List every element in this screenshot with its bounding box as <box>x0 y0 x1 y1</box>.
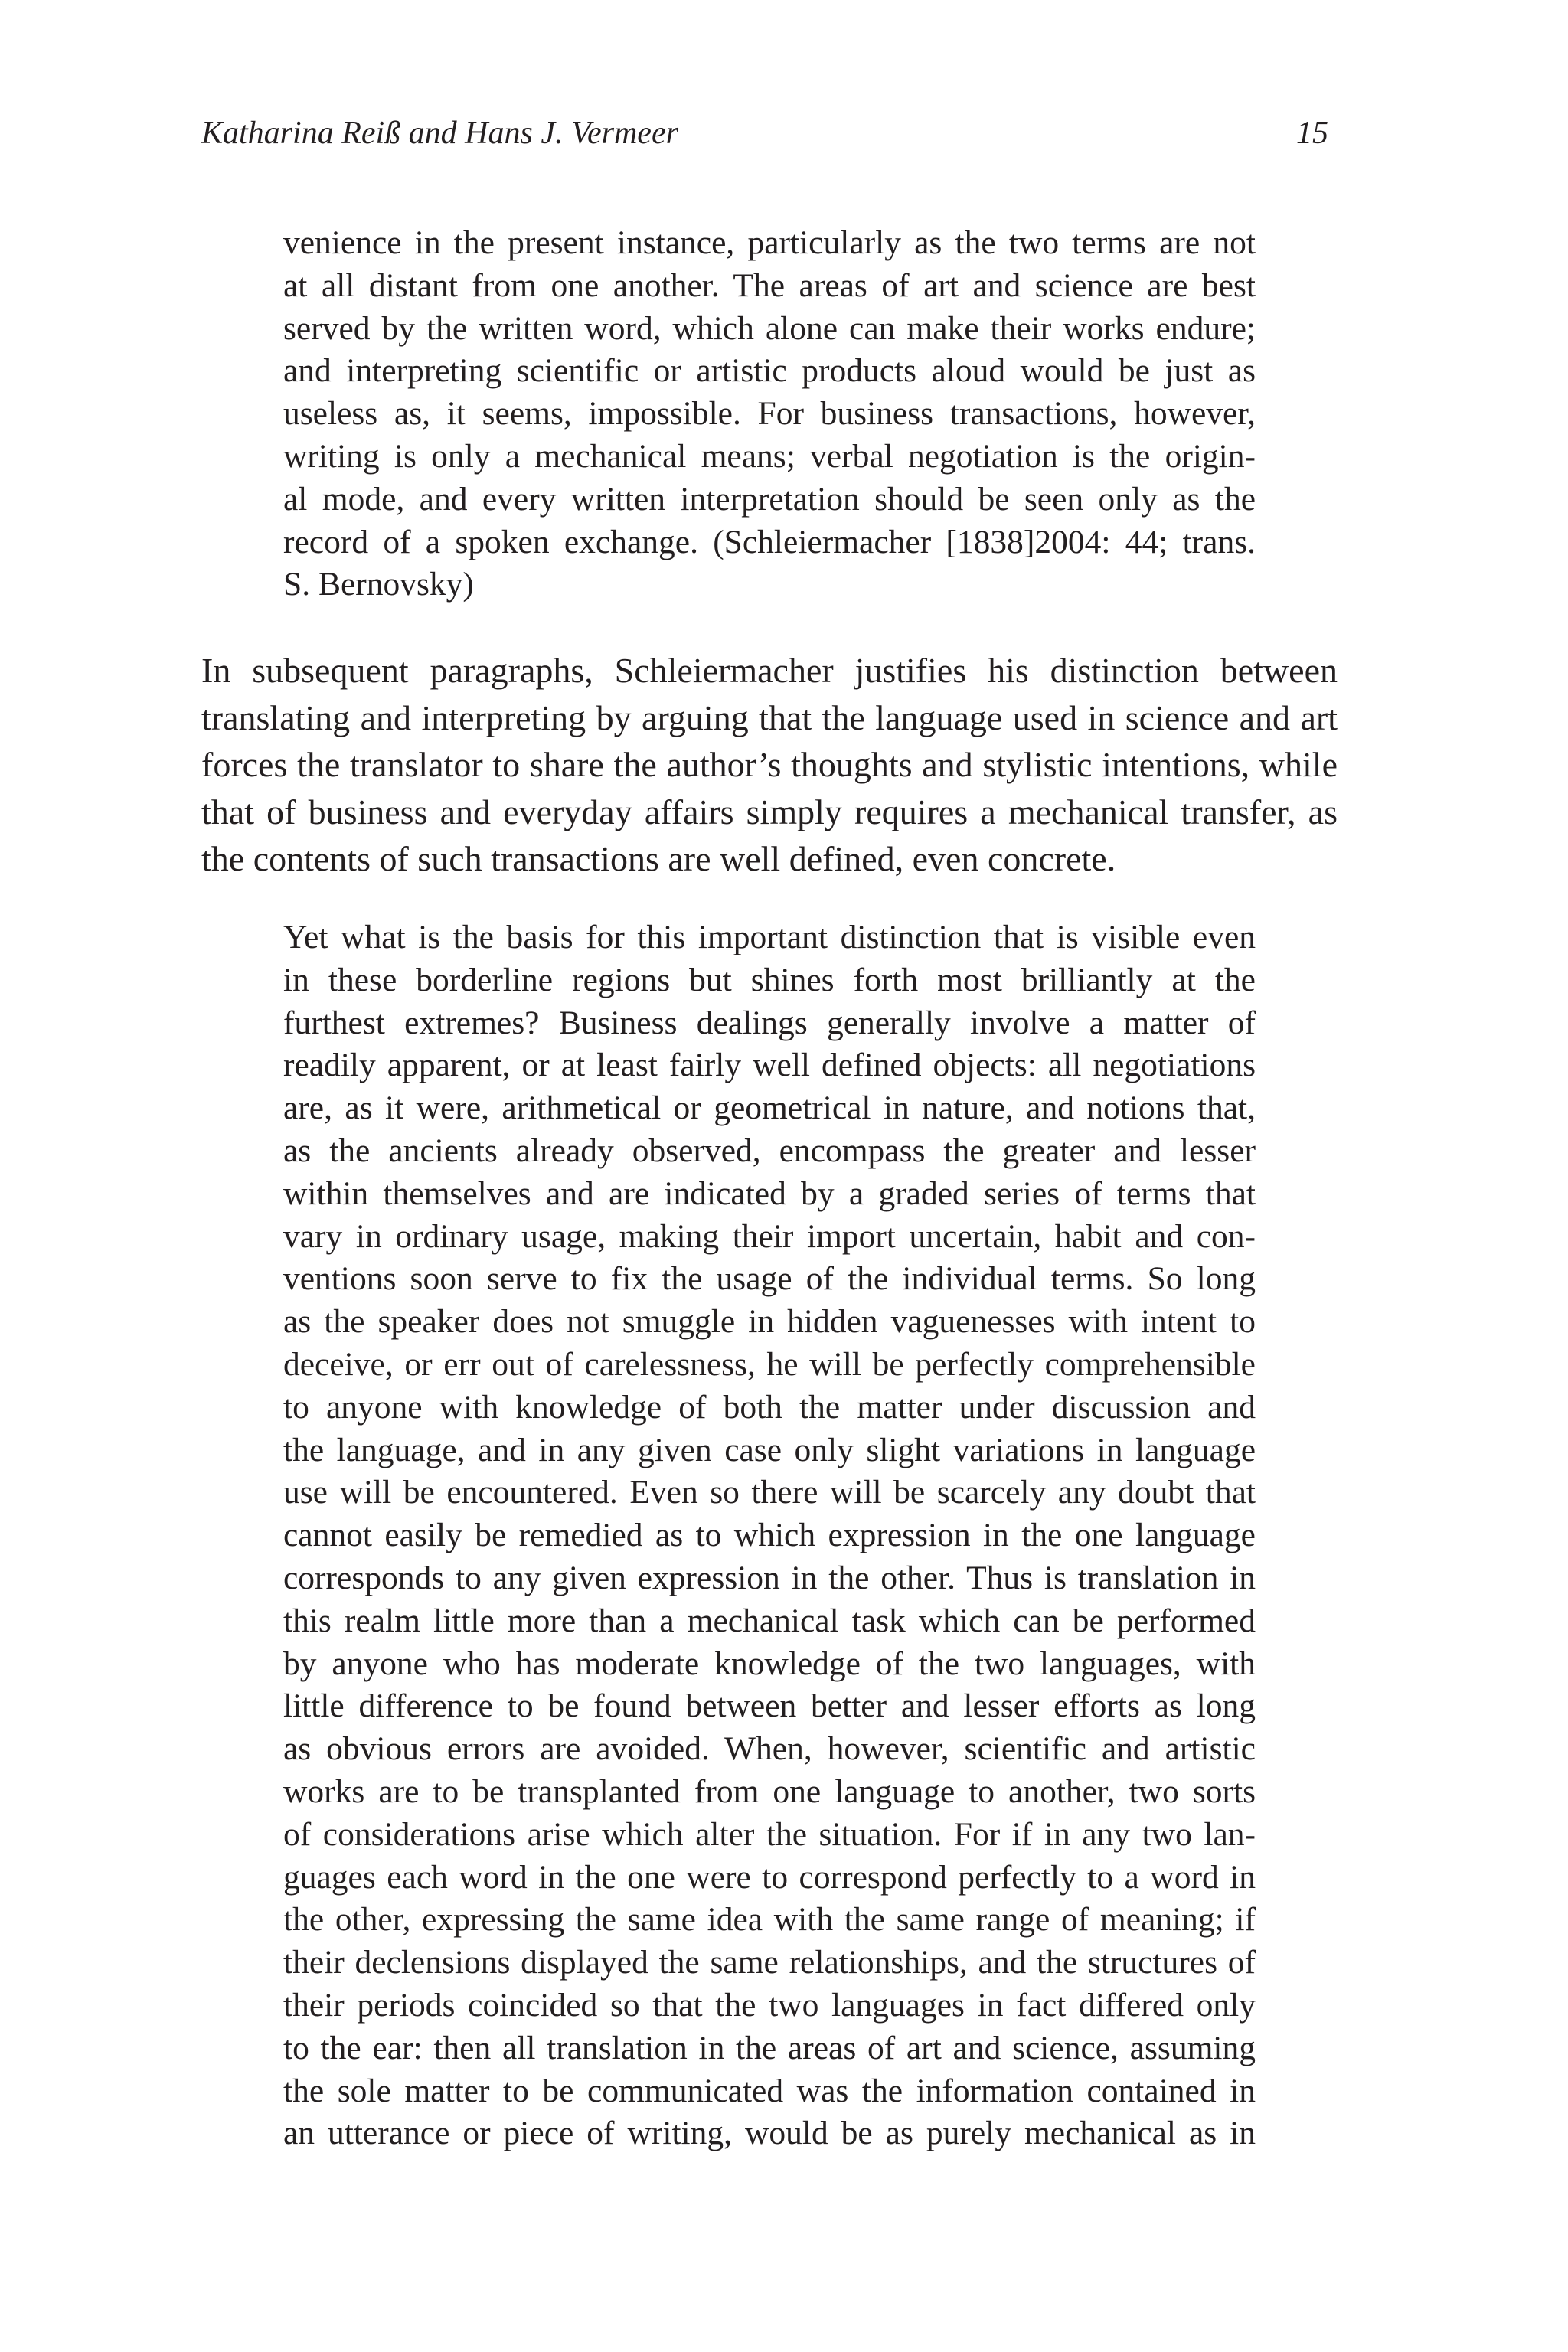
text-line: by anyone who has moderate knowledge of the two languages, with <box>283 1645 1256 1682</box>
text-line: use will be encountered. Even so there will be scarcely any doubt that <box>283 1474 1256 1511</box>
text-line: and interpreting scientific or artistic products aloud would be just as <box>283 352 1256 390</box>
text-line: their declensions displayed the same relationships, and the structures of <box>283 1944 1256 1981</box>
text-line: deceive, or err out of carelessness, he will be perfectly comprehensible <box>283 1345 1256 1383</box>
text-line: corresponds to any given expression in the other. Thus is translation in <box>283 1559 1256 1596</box>
text-line: furthest extremes? Business dealings generally involve a matter of <box>283 1004 1256 1041</box>
text-line: ventions soon serve to fix the usage of the individual terms. So long <box>283 1260 1256 1298</box>
text-line: guages each word in the one were to correspond perfectly to a word in <box>283 1858 1256 1896</box>
text-line: as obvious errors are avoided. When, however, scientific and artistic <box>283 1730 1256 1768</box>
running-head-title: Katharina Reiß and Hans J. Vermeer <box>201 116 678 151</box>
text-line: in these borderline regions but shines forth most brilliantly at the <box>283 961 1256 998</box>
text-line: to anyone with knowledge of both the matter under discussion and <box>283 1388 1256 1426</box>
text-line: cannot easily be remedied as to which expression in the one language <box>283 1517 1256 1554</box>
text-line: al mode, and every written interpretation should be seen only as the <box>283 480 1256 518</box>
text-line: their periods coincided so that the two languages in fact differed only <box>283 1986 1256 2024</box>
text-line: served by the written word, which alone can make their works endure; <box>283 309 1256 347</box>
text-line: as the speaker does not smuggle in hidden vaguenesses with intent to <box>283 1303 1256 1341</box>
text-line: useless as, it seems, impossible. For business transactions, however, <box>283 395 1256 433</box>
text-line: within themselves and are indicated by a graded series of terms that <box>283 1174 1256 1212</box>
text-line: the contents of such transactions are well defined, even concrete. <box>201 839 1116 878</box>
page-number: 15 <box>1296 116 1328 151</box>
text-line: to the ear: then all translation in the areas of art and science, assuming <box>283 2029 1256 2066</box>
text-line: forces the translator to share the author’s thoughts and stylistic intentions, while <box>201 745 1338 784</box>
text-line: In subsequent paragraphs, Schleiermacher justifies his distinction between <box>201 651 1338 690</box>
text-line: record of a spoken exchange. (Schleiermacher [1838]2004: 44; trans. <box>283 523 1256 560</box>
text-line: readily apparent, or at least fairly well defined objects: all negotiations <box>283 1047 1256 1084</box>
text-line: writing is only a mechanical means; verbal negotiation is the origin- <box>283 437 1256 475</box>
text-line: works are to be transplanted from one language to another, two sorts <box>283 1772 1256 1810</box>
text-line: the other, expressing the same idea with the same range of meaning; if <box>283 1901 1256 1939</box>
running-head <box>201 110 1328 156</box>
text-line: venience in the present instance, particularly as the two terms are not <box>283 224 1256 261</box>
body-paragraph <box>201 647 1338 883</box>
text-line: Yet what is the basis for this important distinction that is visible even <box>283 919 1256 956</box>
block-quote-second <box>283 916 1256 2155</box>
text-line: little difference to be found between better and lesser efforts as long <box>283 1687 1256 1725</box>
text-line: vary in ordinary usage, making their import uncertain, habit and con- <box>283 1217 1256 1255</box>
text-line: the language, and in any given case only slight variations in language <box>283 1431 1256 1468</box>
text-line: are, as it were, arithmetical or geometrical in nature, and notions that, <box>283 1089 1256 1127</box>
text-line: of considerations arise which alter the situation. For if in any two lan- <box>283 1815 1256 1853</box>
block-quote-continued <box>283 222 1256 606</box>
text-line: that of business and everyday affairs simply requires a mechanical transfer, as <box>201 792 1338 831</box>
text-line: the sole matter to be communicated was the information contained in <box>283 2072 1256 2109</box>
text-line: as the ancients already observed, encompass the greater and lesser <box>283 1132 1256 1169</box>
text-line: translating and interpreting by arguing that the language used in science and art <box>201 697 1338 737</box>
text-line: an utterance or piece of writing, would be as purely mechanical as in <box>283 2115 1256 2152</box>
text-line: S. Bernovsky) <box>283 566 474 603</box>
text-line: this realm little more than a mechanical task which can be performed <box>283 1602 1256 1639</box>
text-line: at all distant from one another. The areas of art and science are best <box>283 266 1256 304</box>
